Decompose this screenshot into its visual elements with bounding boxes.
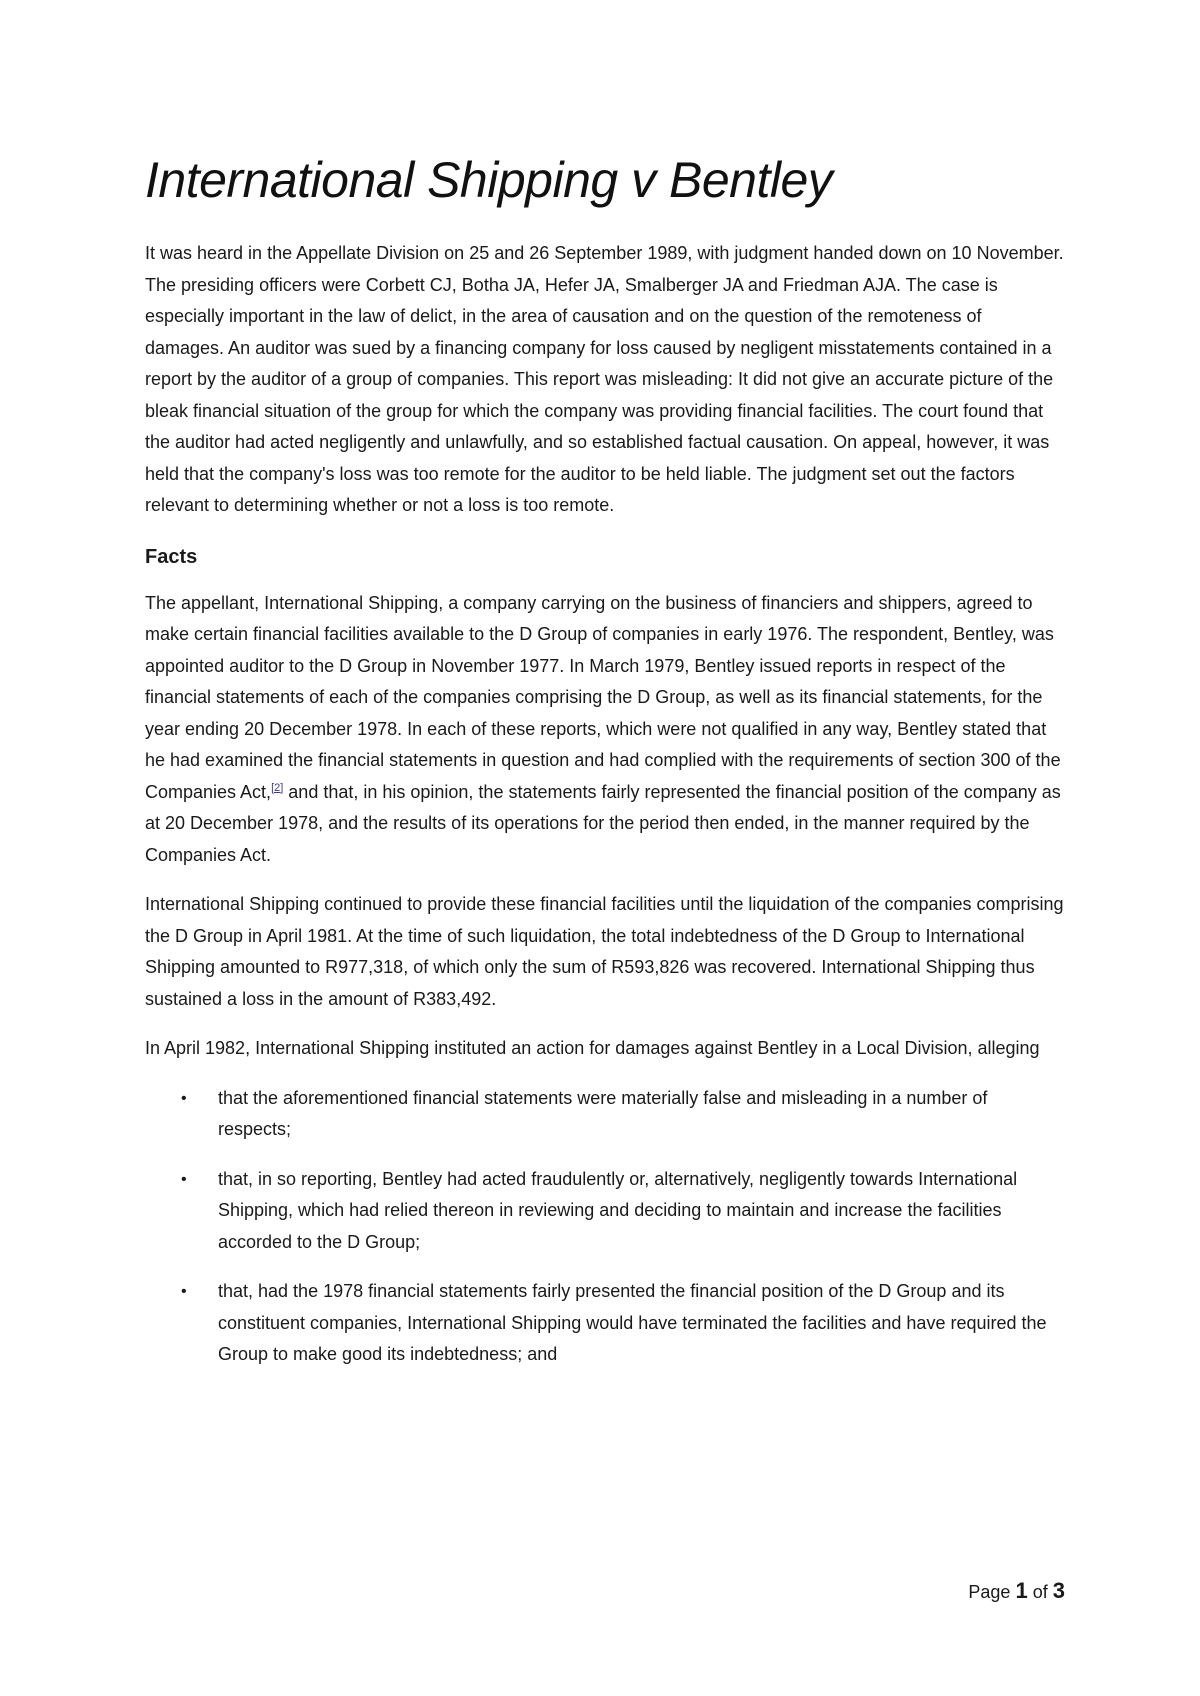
facts-paragraph-3: In April 1982, International Shipping instituted an action for damages against Bentley in a Local Division, alleging: [145, 1038, 1040, 1058]
facts-paragraph-1-text-a: The appellant, International Shipping, a company carrying on the business of financiers and shippers, agreed to make certain financial facilities available to the D Group of companies in early 1976. The respondent, Bentley, was appointed auditor to the D Group in November 1977. In March 1979, Bentley issued reports in respect of the financial statements of each of the companies comprising the D Group, as well as its financial statements, for the year ending 20 December 1978. In each of these reports, which were not qualified in any way, Bentley stated that he had examined the financial statements in question and had complied with the requirements of section 300 of the Companies Act,: [145, 592, 1061, 802]
document-page: [145, 150, 1065, 1389]
bullet-icon: •: [181, 1170, 187, 1188]
page-label: Page: [968, 1582, 1011, 1602]
intro-paragraph: It was heard in the Appellate Division on 25 and 26 September 1989, with judgment handed down on 10 November. The presiding officers were Corbett CJ, Botha JA, Hefer JA, Smalberger JA and Friedman AJA. The case is especially important in the law of delict, in the area of causation and on the question of the remoteness of damages. An auditor was sued by a financing company for loss caused by negligent misstatements contained in a report by the auditor of a group of companies. This report was misleading: It did not give an accurate picture of the bleak financial situation of the group for which the company was providing financial facilities. The court found that the auditor had acted negligently and unlawfully, and so established factual causation. On appeal, however, it was held that the company's loss was too remote for the auditor to be held liable. The judgment set out the factors relevant to determining whether or not a loss is too remote.: [145, 243, 1064, 515]
bullet-icon: •: [181, 1283, 187, 1300]
bullet-icon: •: [181, 1089, 187, 1107]
list-item-text: that, had the 1978 financial statements fairly presented the financial position of the D Group and its constituent companies, International Shipping would have terminated the facilities and have required the Group to make good its indebtedness; and: [218, 1281, 1047, 1364]
list-item-text: that, in so reporting, Bentley had acted fraudulently or, alternatively, negligently towards International Shipping, which had relied thereon in reviewing and deciding to maintain and increase the facilities accorded to the D Group;: [218, 1168, 1018, 1252]
page-current: 1: [1015, 1578, 1028, 1603]
facts-paragraph-1: [145, 588, 1065, 872]
list-item: [145, 1083, 1065, 1146]
allegations-list: [145, 1083, 1065, 1371]
page-footer: [968, 1578, 1065, 1604]
list-item: [145, 1276, 1065, 1371]
of-label: of: [1032, 1582, 1048, 1602]
facts-paragraph-1-text-b: and that, in his opinion, the statements fairly represented the financial position of the company as at 20 December 1978, and the results of its operations for the period then ended, in the manner required by the Companies Act.: [145, 781, 1061, 865]
list-item: [145, 1164, 1065, 1259]
footnote-link[interactable]: [2]: [271, 781, 284, 794]
facts-paragraph-2: International Shipping continued to provide these financial facilities until the liquidation of the companies comprising the D Group in April 1981. At the time of such liquidation, the total indebtedness of the D Group to International Shipping amounted to R977,318, of which only the sum of R593,826 was recovered. International Shipping thus sustained a loss in the amount of R383,492.: [145, 894, 1064, 1009]
list-item-text: that the aforementioned financial statements were materially false and misleading in a number of respects;: [218, 1087, 988, 1139]
facts-heading: Facts: [145, 545, 198, 568]
page-title: International Shipping v Bentley: [145, 152, 833, 208]
page-total: 3: [1052, 1578, 1065, 1603]
